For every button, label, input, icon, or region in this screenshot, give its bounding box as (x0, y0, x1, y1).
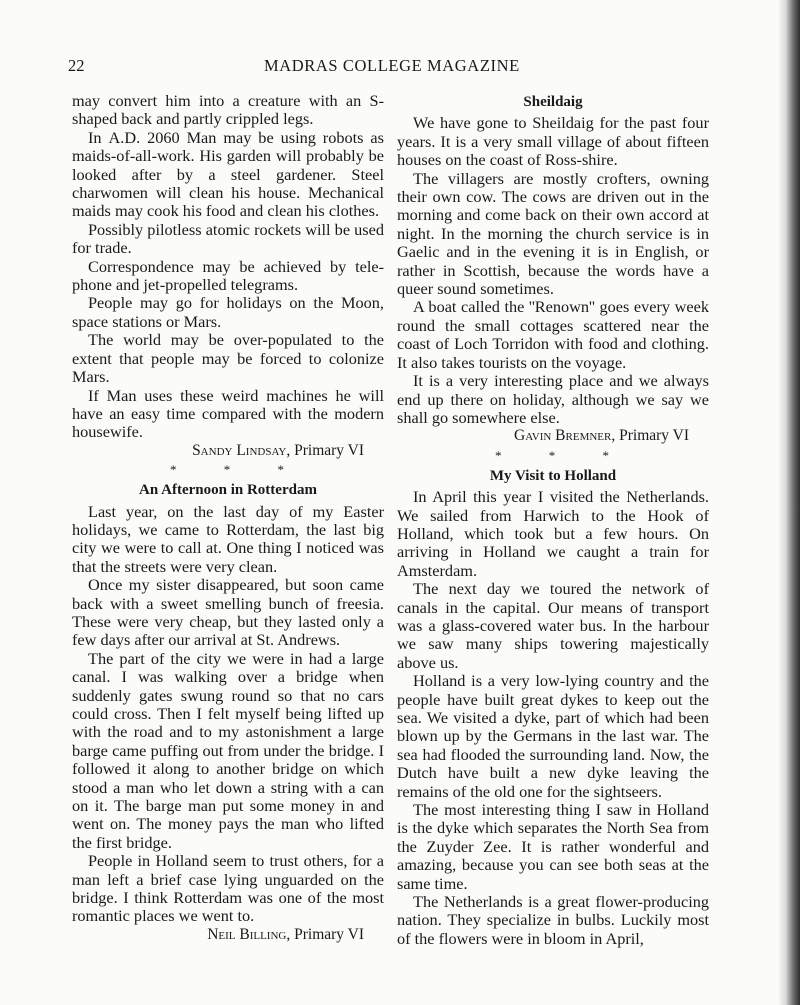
author-byline (72, 442, 384, 460)
author-class: , Primary VI (611, 427, 689, 445)
paragraph: The part of the city we were in had a large canal. I was walking over a bridge when suddenly gates swung round so that no cars could cross. Then I felt myself being lifted up with the road and to my astonishment a large barge came puffing out from under the bridge. I followed it along to another bridge on which stood a man who let down a string with a can on it. The barge man put some money in and went on. The money pays the man who lifted the first bridge. (72, 648, 384, 852)
author-byline (397, 427, 709, 445)
right-column (397, 90, 709, 948)
era-abbreviation: A.D. (108, 127, 141, 147)
section-divider: * * * (495, 447, 631, 463)
author-class: , Primary VI (286, 441, 364, 459)
author-byline (72, 926, 384, 944)
page-number: 22 (68, 56, 85, 75)
paragraph: Last year, on the last day of my Easter holidays, we came to Rotterdam, the last big city we were to call at. One thing I noticed was that the streets were very clean. (72, 501, 384, 576)
paragraph: may convert him into a creature with an S-shaped back and partly crippled legs. (72, 91, 384, 129)
paragraph: Once my sister disappeared, but soon came back with a sweet smelling bunch of freesia. These were very cheap, but they lasted only a few days after our arrival at St. Andrews. (72, 575, 384, 650)
paragraph: People in Holland seem to trust others, for a man left a brief case lying unguarded on the bridge. I think Rotterdam was one of the most romantic places we went to. (72, 851, 384, 926)
article-heading: Sheildaig (523, 94, 583, 110)
author-name: Neil Billing (207, 925, 287, 943)
paragraph-lead: In (88, 127, 102, 147)
paragraph-text: 2060 Man may be using robots as maids-of-all-work. His garden will probably be looked after by a steel gardener. Steel charwomen will clean his house. Mechanical maids may cook his food and clean his clothes. (72, 127, 384, 221)
page-header (68, 56, 708, 80)
paragraph: The next day we toured the network of canals in the capital. Our means of transport was a glass-covered water bus. In the harbour we saw many ships towering majestically above us. (397, 579, 709, 672)
article-heading: An Afternoon in Rotterdam (139, 482, 317, 499)
paragraph: The Netherlands is a great flower-producing nation. They specialize in bulbs. Luckily most of the flowers were in bloom in April, (397, 892, 709, 948)
left-column (72, 92, 384, 944)
paragraph: Correspondence may be achieved by tele-phone and jet-propelled telegrams. (72, 256, 384, 295)
paragraph: We have gone to Sheildaig for the past four years. It is a very small village of about fifteen houses on the coast of Ross-shire. (397, 113, 709, 170)
paragraph: If Man uses these weird machines he will have an easy time compared with the modern housewife. (72, 385, 384, 442)
paragraph: The world may be over-populated to the extent that people may be forced to colonize Mars. (72, 330, 384, 387)
author-class: , Primary VI (286, 925, 364, 943)
author-name: Gavin Bremner (514, 427, 612, 445)
page-binding-shadow (778, 0, 800, 1005)
paragraph: People may go for holidays on the Moon, space stations or Mars. (72, 293, 384, 331)
paragraph (72, 129, 384, 221)
section-divider: * * * (170, 462, 306, 478)
paragraph: A boat called the ''Renown'' goes every week round the small cottages scattered near the coast of Loch Torridon with food and clothing. It also takes tourists on the voyage. (397, 297, 709, 372)
paragraph: It is a very interesting place and we always end up there on holiday, although we say we shall go somewhere else. (397, 371, 709, 427)
paragraph: The most interesting thing I saw in Holland is the dyke which separates the North Sea from the Zuyder Zee. It is rather wonderful and amazing, because you can see both seas at the same time. (397, 800, 709, 893)
running-title: MADRAS COLLEGE MAGAZINE (264, 56, 520, 75)
author-name: Sandy Lindsay (192, 441, 287, 459)
paragraph: In April this year I visited the Netherlands. We sailed from Harwich to the Hook of Holland, which took but a few hours. On arriving in Holland we caught a train for Amsterdam. (397, 487, 709, 580)
paragraph: Holland is a very low-lying country and the people have built great dykes to keep out the sea. We visited a dyke, part of which had been blown up by the Germans in the last war. The sea had flooded the surrounding land. Now, the Dutch have built a new dyke leaving the remains of the old one for the sightseers. (397, 671, 709, 801)
paragraph: Possibly pilotless atomic rockets will be used for trade. (72, 219, 384, 258)
paragraph: The villagers are mostly crofters, owning their own cow. The cows are driven out in the morning and come back on their own accord at night. In the morning the church service is in Gaelic and in the evening it is in English, or rather in Scottish, because the words have a queer sound sometimes. (397, 168, 709, 299)
article-heading: My Visit to Holland (489, 467, 617, 484)
